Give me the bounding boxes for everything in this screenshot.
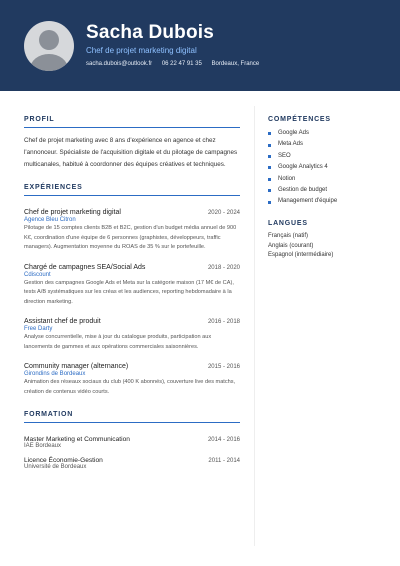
candidate-name: Sacha Dubois — [86, 22, 215, 43]
resume-header — [0, 0, 400, 91]
school-name: IAE Bordeaux — [24, 443, 62, 449]
degree-title: Master Marketing et Communication — [24, 436, 130, 443]
section-title-languages: LANGUES — [268, 219, 308, 227]
job-dates: 2018 - 2020 — [207, 264, 240, 271]
contact-phone: 06 22 47 91 35 — [161, 61, 202, 67]
contact-email: sacha.dubois@outlook.fr — [86, 61, 153, 67]
language-item: Espagnol (intermédiaire) — [268, 252, 334, 259]
job-title: Community manager (alternance) — [24, 363, 129, 370]
contact-location: Bordeaux, France — [211, 61, 260, 67]
side-column — [268, 116, 388, 261]
section-title-skills: COMPÉTENCES — [268, 116, 331, 123]
skill-item: Meta Ads — [268, 139, 388, 150]
square-bullet-icon — [268, 132, 271, 135]
section-title-experience: EXPÉRIENCES — [24, 184, 240, 196]
job-company: Free Darty — [24, 326, 53, 332]
job-description: Analyse concurrentielle, mise à jour du catalogue produits, participation aux lancements de gammes et aux opérations commerciales saisonnières. — [24, 334, 212, 350]
main-column — [24, 116, 240, 478]
job-company: Girondins de Bordeaux — [24, 371, 86, 377]
skill-item: SEO — [268, 151, 388, 162]
job-company: Cdiscount — [24, 271, 51, 278]
experience-item — [24, 318, 240, 352]
square-bullet-icon — [268, 201, 271, 204]
skill-item: Gestion de budget — [268, 185, 388, 196]
job-description: Animation des réseaux sociaux du club (400 K abonnés), couverture live des matchs, création de contenus vidéo courts. — [24, 379, 236, 395]
skill-item: Management d'équipe — [268, 196, 388, 207]
square-bullet-icon — [268, 144, 271, 147]
job-title: Chargé de campagnes SEA/Social Ads — [24, 263, 146, 271]
column-divider — [254, 106, 255, 546]
job-description: Pilotage de 15 comptes clients B2B et B2C, gestion d'un budget média annuel de 900 K€, coordination d'une équipe de 6 personnes (graphistes, développeurs, traffic managers). Augmentation moyenne du ROAS de 35 % sur le portefeuille. — [24, 225, 237, 250]
section-title-profile: PROFIL — [24, 116, 240, 128]
avatar-head-shape — [39, 30, 59, 50]
experience-item — [24, 363, 240, 397]
section-title-education: FORMATION — [24, 411, 240, 423]
skill-item: Google Analytics 4 — [268, 162, 388, 173]
degree-dates: 2011 - 2014 — [208, 458, 240, 464]
candidate-title: Chef de projet marketing digital — [86, 46, 197, 55]
job-dates: 2015 - 2016 — [207, 364, 240, 370]
school-name: Université de Bordeaux — [24, 464, 87, 470]
skills-list — [268, 128, 388, 208]
degree-title: Licence Économie-Gestion — [24, 457, 103, 464]
job-company: Agence Bleu Citron — [24, 217, 76, 223]
job-dates: 2016 - 2018 — [207, 319, 240, 325]
job-dates: 2020 - 2024 — [207, 210, 240, 216]
skill-item: Notion — [268, 174, 388, 185]
skill-item: Google Ads — [268, 128, 388, 139]
language-item: Anglais (courant) — [268, 242, 314, 249]
square-bullet-icon — [268, 189, 271, 192]
square-bullet-icon — [268, 166, 271, 169]
job-title: Chef de projet marketing digital — [24, 209, 121, 216]
job-description: Gestion des campagnes Google Ads et Meta sur la catégorie maison (17 M€ de CA), tests A/B systématiques sur les créas et les audiences, reporting hebdomadaire à la direction marketing. — [24, 279, 234, 305]
avatar-placeholder-icon — [24, 21, 74, 71]
job-title: Assistant chef de produit — [24, 318, 101, 325]
contact-line — [86, 61, 267, 67]
education-item — [24, 436, 240, 449]
language-item: Français (natif) — [268, 232, 309, 239]
experience-item — [24, 264, 240, 308]
education-item — [24, 457, 240, 470]
profile-text: Chef de projet marketing avec 8 ans d'expérience en agence et chez l'annonceur. Spécialiste de l'acquisition digitale et du pilotage de campagnes multicanales, habitué à coordonner des équipes créatives et techniques. — [24, 137, 238, 168]
experience-item — [24, 209, 240, 253]
degree-dates: 2014 - 2016 — [207, 437, 240, 443]
square-bullet-icon — [268, 155, 271, 158]
square-bullet-icon — [268, 178, 271, 181]
avatar-body-shape — [30, 54, 68, 71]
